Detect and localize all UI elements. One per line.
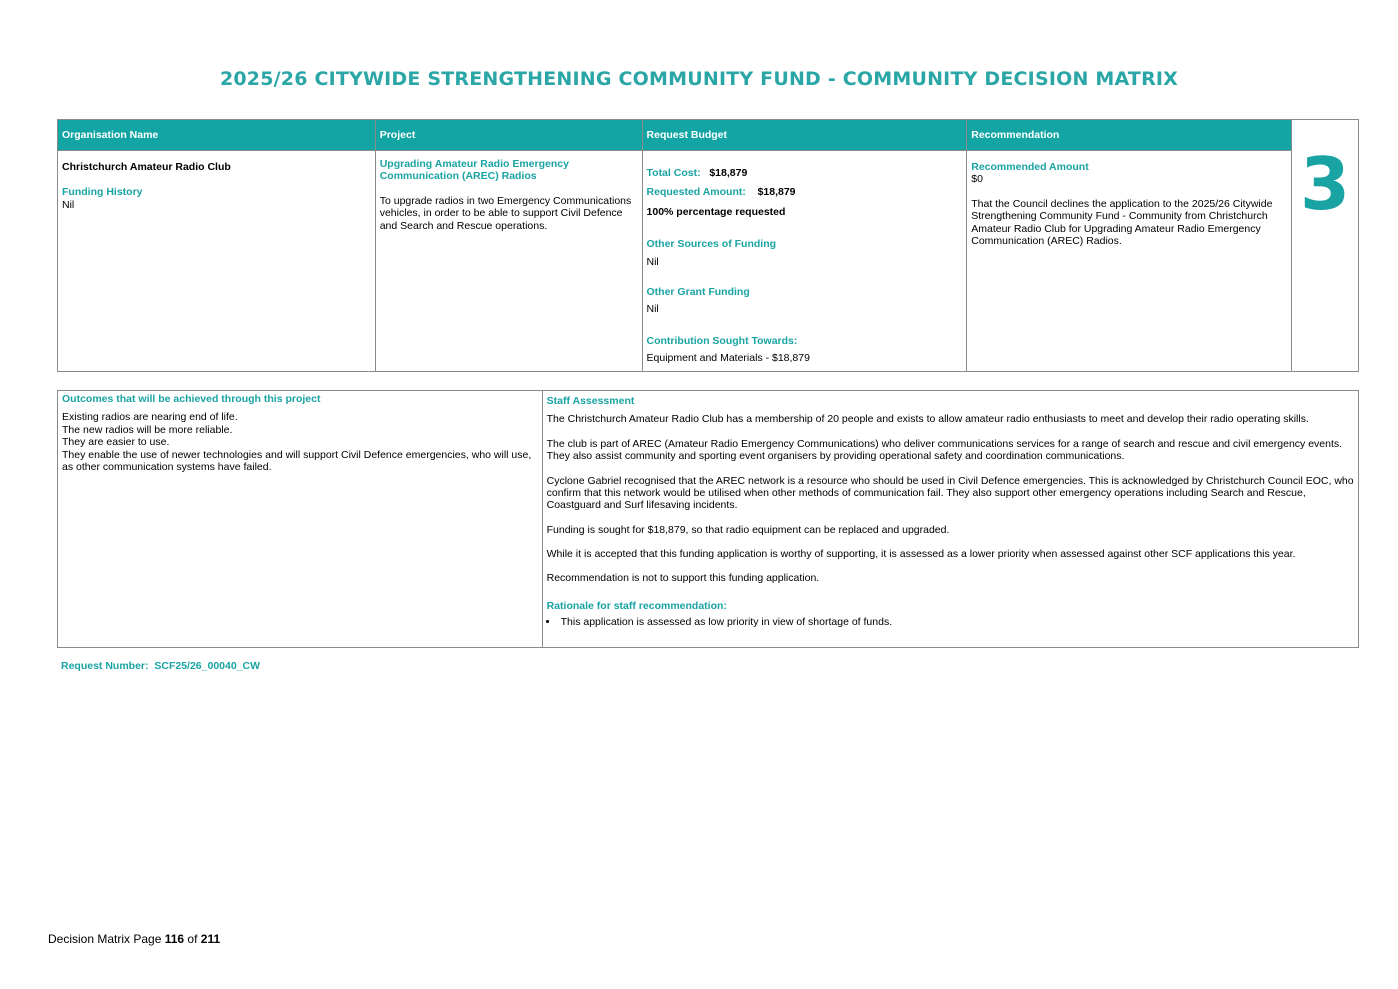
other-grant-value: Nil xyxy=(646,303,659,316)
recommendation-text: That the Council declines the application to the 2025/26 Citywide Strengthening Community Fund - Community from Christchurch Amateur Radio Club for Upgrading Amateur Radio Emergency Communication (AREC) Radios. xyxy=(971,197,1273,247)
footer-page-number: 116 xyxy=(164,932,185,946)
assessment-paragraph: Cyclone Gabriel recognised that the AREC network is a resource who should be used in Civil Defence emergencies. This is acknowledged by Christchurch Council EOC, who confirm that this network would be utilised when other methods of communication fail. They also support other emergency operations including Search and Rescue, Coastguard and Surf lifesaving incidents. xyxy=(546,474,1354,512)
requested-amount-label: Requested Amount: xyxy=(646,186,746,199)
request-number xyxy=(61,660,260,672)
outcome-line: The new radios will be more reliable. xyxy=(62,423,233,436)
footer-page-total: 211 xyxy=(200,932,221,946)
outcomes-cell xyxy=(58,391,543,648)
priority-number-cell xyxy=(1291,120,1358,372)
percentage-requested: 100% percentage requested xyxy=(646,205,786,218)
total-cost-value: $18,879 xyxy=(709,167,748,179)
organisation-cell xyxy=(58,151,376,372)
outcome-line: Existing radios are nearing end of life. xyxy=(62,411,238,424)
page-title: 2025/26 CITYWIDE STRENGTHENING COMMUNITY FUND - COMMUNITY DECISION MATRIX xyxy=(219,68,1179,90)
header-project: Project xyxy=(375,120,642,151)
total-cost-label: Total Cost: xyxy=(646,167,701,179)
assessment-paragraph: The Christchurch Amateur Radio Club has a membership of 20 people and exists to allow amateur radio enthusiasts to meet and develop their radio operating skills. xyxy=(546,413,1309,426)
requested-amount-value: $18,879 xyxy=(757,186,796,199)
assessment-paragraph: The club is part of AREC (Amateur Radio Emergency Communications) who deliver communications services for a range of search and rescue and civil emergency events. They also assist community and sporting event organisers by providing operational safety and coordination communications. xyxy=(546,437,1343,463)
footer-of: of xyxy=(184,932,201,946)
page-footer xyxy=(48,932,220,946)
project-title: Upgrading Amateur Radio Emergency Communication (AREC) Radios xyxy=(379,158,569,183)
content-row xyxy=(58,151,1359,372)
assessment-paragraph: While it is accepted that this funding application is worthy of supporting, it is assessed as a lower priority when assessed against other SCF applications this year. xyxy=(546,548,1296,560)
outcomes-label: Outcomes that will be achieved through this project xyxy=(62,393,321,405)
request-number-label: Request Number: xyxy=(61,660,149,672)
recommendation-cell xyxy=(967,151,1292,372)
assessment-row xyxy=(58,391,1359,648)
outcome-line: They enable the use of newer technologies and will support Civil Defence emergencies, who will use, as other communication systems have failed. xyxy=(62,448,532,473)
recommended-amount-label: Recommended Amount xyxy=(971,161,1089,173)
assessment-table xyxy=(57,390,1359,648)
header-recommendation: Recommendation xyxy=(967,120,1292,151)
recommended-amount-value: $0 xyxy=(971,173,983,186)
project-description: To upgrade radios in two Emergency Communications vehicles, in order to be able to support Civil Defence and Search and Rescue operations. xyxy=(379,194,632,232)
outcome-line: They are easier to use. xyxy=(62,436,170,449)
funding-history-value: Nil xyxy=(62,198,75,211)
assessment-paragraph: Funding is sought for $18,879, so that radio equipment can be replaced and upgraded. xyxy=(546,523,950,536)
other-sources-value: Nil xyxy=(646,255,659,268)
rationale-label: Rationale for staff recommendation: xyxy=(546,599,727,612)
request-number-value: SCF25/26_00040_CW xyxy=(154,660,261,672)
contribution-label: Contribution Sought Towards: xyxy=(646,334,798,347)
project-cell xyxy=(375,151,642,372)
budget-cell xyxy=(642,151,967,372)
other-sources-label: Other Sources of Funding xyxy=(646,238,777,251)
assessment-paragraph: Recommendation is not to support this funding application. xyxy=(546,572,820,585)
rationale-item: • This application is assessed as low priority in view of shortage of funds. xyxy=(559,616,1354,628)
other-grant-label: Other Grant Funding xyxy=(646,285,750,298)
decision-table xyxy=(57,119,1359,372)
header-budget: Request Budget xyxy=(642,120,967,151)
staff-assessment-label: Staff Assessment xyxy=(546,395,635,407)
organisation-name: Christchurch Amateur Radio Club xyxy=(62,161,231,173)
staff-assessment-cell xyxy=(542,391,1358,648)
footer-prefix: Decision Matrix Page xyxy=(48,932,165,946)
priority-number: 3 xyxy=(1299,142,1351,226)
contribution-value: Equipment and Materials - $18,879 xyxy=(646,352,810,364)
outcomes-list xyxy=(62,411,538,473)
header-row xyxy=(58,120,1359,151)
rationale-list xyxy=(547,616,1354,628)
header-organisation: Organisation Name xyxy=(58,120,376,151)
funding-history-label: Funding History xyxy=(62,186,143,199)
